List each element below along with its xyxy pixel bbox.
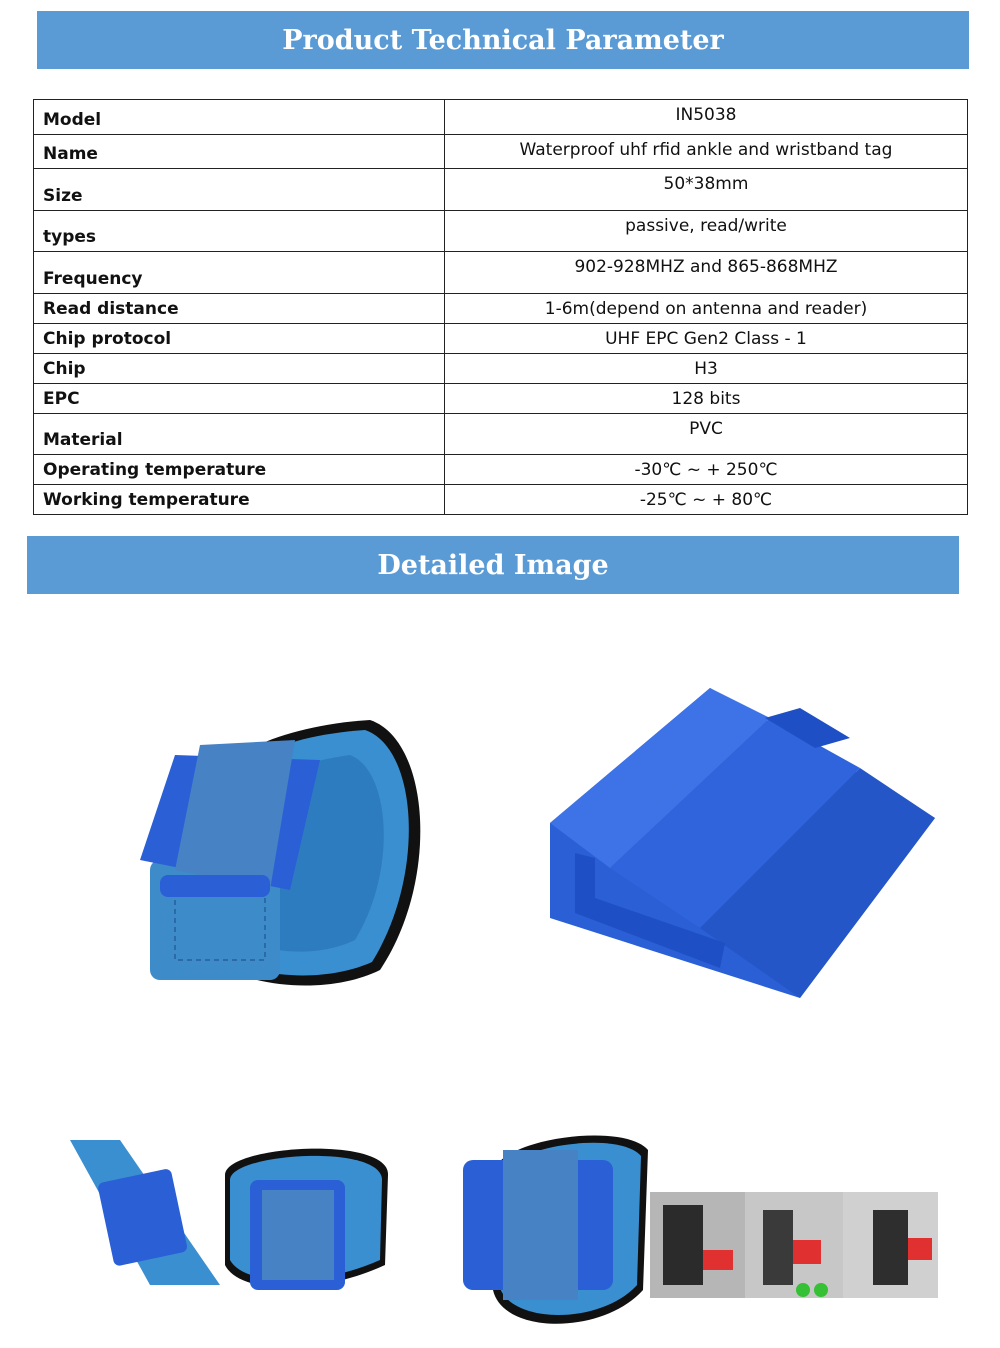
table-row (34, 485, 968, 515)
spec-value: 902-928MHZ and 865-868MHZ (445, 252, 968, 294)
spec-label: Chip protocol (34, 324, 445, 354)
spec-label: Chip (34, 354, 445, 384)
spec-label: Working temperature (34, 485, 445, 515)
spec-value: IN5038 (445, 100, 968, 135)
table-row (34, 211, 968, 252)
tag-photo (550, 683, 940, 1003)
spec-label: types (34, 211, 445, 252)
section-title: Detailed Image (377, 549, 609, 581)
spec-label: Frequency (34, 252, 445, 294)
spec-value: 50*38mm (445, 169, 968, 211)
table-row (34, 252, 968, 294)
spec-label: Operating temperature (34, 455, 445, 485)
spec-label: Material (34, 414, 445, 455)
spec-value: 1-6m(depend on antenna and reader) (445, 294, 968, 324)
spec-value: UHF EPC Gen2 Class - 1 (445, 324, 968, 354)
usage-photo (463, 1120, 938, 1335)
table-row (34, 135, 968, 169)
spec-value: PVC (445, 414, 968, 455)
spec-table (33, 99, 968, 515)
spec-label: Name (34, 135, 445, 169)
section-header-specs (37, 11, 969, 69)
spec-label: Size (34, 169, 445, 211)
table-row (34, 324, 968, 354)
section-header-images (27, 536, 959, 594)
table-row (34, 294, 968, 324)
table-row (34, 100, 968, 135)
spec-value: 128 bits (445, 384, 968, 414)
table-row (34, 414, 968, 455)
table-row (34, 384, 968, 414)
spec-value: Waterproof uhf rfid ankle and wristband tag (445, 135, 968, 169)
table-row (34, 169, 968, 211)
wristband-photo (120, 700, 430, 995)
section-title: Product Technical Parameter (282, 24, 724, 56)
spec-label: Read distance (34, 294, 445, 324)
spec-label: Model (34, 100, 445, 135)
spec-label: EPC (34, 384, 445, 414)
spec-value: -25℃ ~ + 80℃ (445, 485, 968, 515)
wristband-pair-photo (70, 1135, 400, 1300)
table-row (34, 455, 968, 485)
spec-value: H3 (445, 354, 968, 384)
table-row (34, 354, 968, 384)
spec-value: passive, read/write (445, 211, 968, 252)
spec-value: -30℃ ~ + 250℃ (445, 455, 968, 485)
